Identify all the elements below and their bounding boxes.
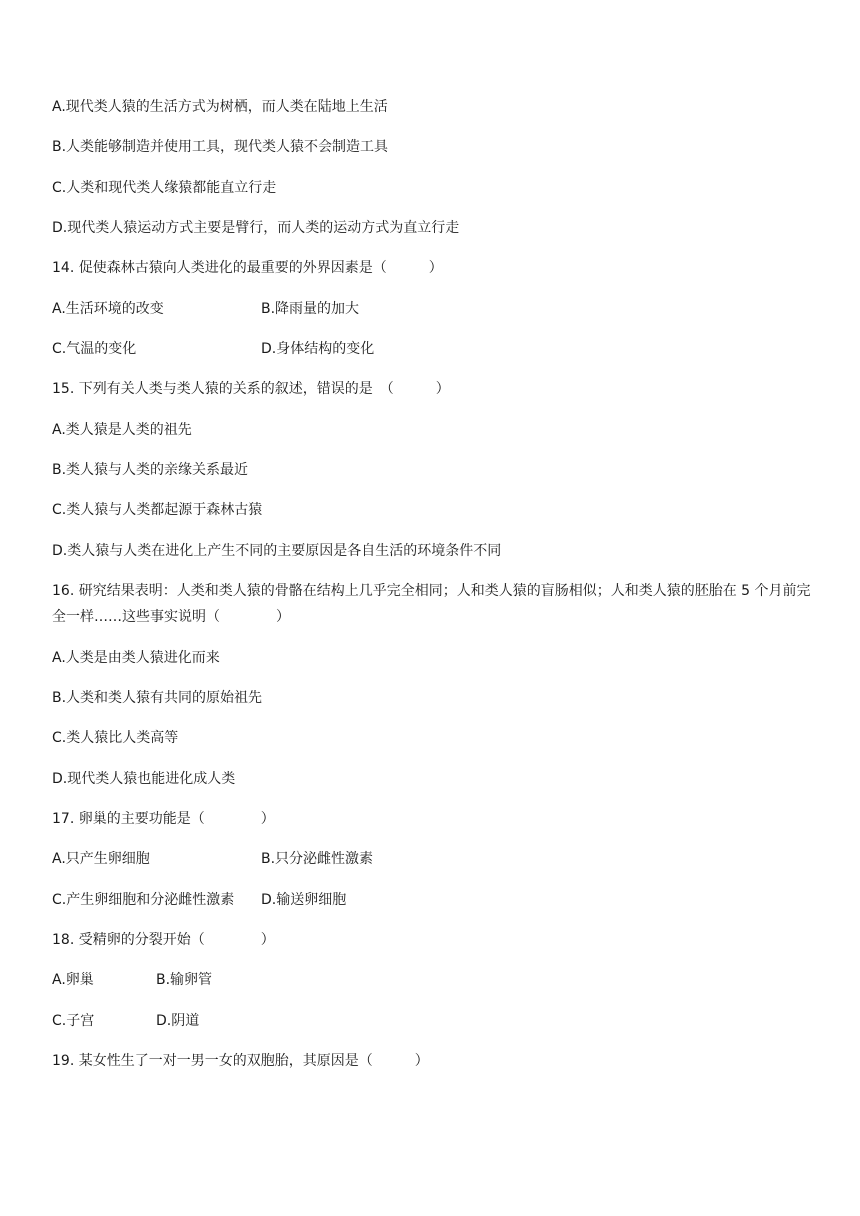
q18-stem: 18. 受精卵的分裂开始（ ） [52,932,275,948]
q17-option-d: D.输送卵细胞 [261,892,347,908]
q15-option-c: C.类人猿与人类都起源于森林古猿 [52,502,263,518]
q18-option-d: D.阴道 [156,1013,200,1029]
q13-option-c: C.人类和现代类人缘猿都能直立行走 [52,180,277,196]
q15-stem: 15. 下列有关人类与类人猿的关系的叙述，错误的是 （ ） [52,381,450,397]
q14-option-c: C.气温的变化 [52,341,137,357]
q13-option-b: B.人类能够制造并使用工具，现代类人猿不会制造工具 [52,139,389,155]
q14-option-b: B.降雨量的加大 [261,301,360,317]
q17-option-a: A.只产生卵细胞 [52,851,150,867]
q14-option-a: A.生活环境的改变 [52,301,164,317]
q15-option-a: A.类人猿是人类的祖先 [52,422,192,438]
q15-option-d: D.类人猿与人类在进化上产生不同的主要原因是各自生活的环境条件不同 [52,543,502,559]
q18-option-c: C.子宫 [52,1013,95,1029]
q17-stem: 17. 卵巢的主要功能是（ ） [52,811,275,827]
q13-option-d: D.现代类人猿运动方式主要是臂行，而人类的运动方式为直立行走 [52,220,460,236]
q18-option-b: B.输卵管 [156,972,213,988]
q16-option-c: C.类人猿比人类高等 [52,730,179,746]
q17-option-c: C.产生卵细胞和分泌雌性激素 [52,892,235,908]
q13-option-a: A.现代类人猿的生活方式为树栖，而人类在陆地上生活 [52,99,388,115]
q19-stem: 19. 某女性生了一对一男一女的双胞胎，其原因是（ ） [52,1053,429,1069]
q16-option-b: B.人类和类人猿有共同的原始祖先 [52,690,263,706]
q16-stem: 16. 研究结果表明：人类和类人猿的骨骼在结构上几乎完全相同；人和类人猿的盲肠相似；人和类人猿的胚胎在 5 个月前完全一样……这些事实说明（ ） [52,583,811,625]
q16-option-d: D.现代类人猿也能进化成人类 [52,771,236,787]
q16-option-a: A.人类是由类人猿进化而来 [52,650,220,666]
q14-option-d: D.身体结构的变化 [261,341,375,357]
q15-option-b: B.类人猿与人类的亲缘关系最近 [52,462,249,478]
q18-option-a: A.卵巢 [52,972,94,988]
q14-stem: 14. 促使森林古猿向人类进化的最重要的外界因素是（ ） [52,260,443,276]
q17-option-b: B.只分泌雌性激素 [261,851,374,867]
